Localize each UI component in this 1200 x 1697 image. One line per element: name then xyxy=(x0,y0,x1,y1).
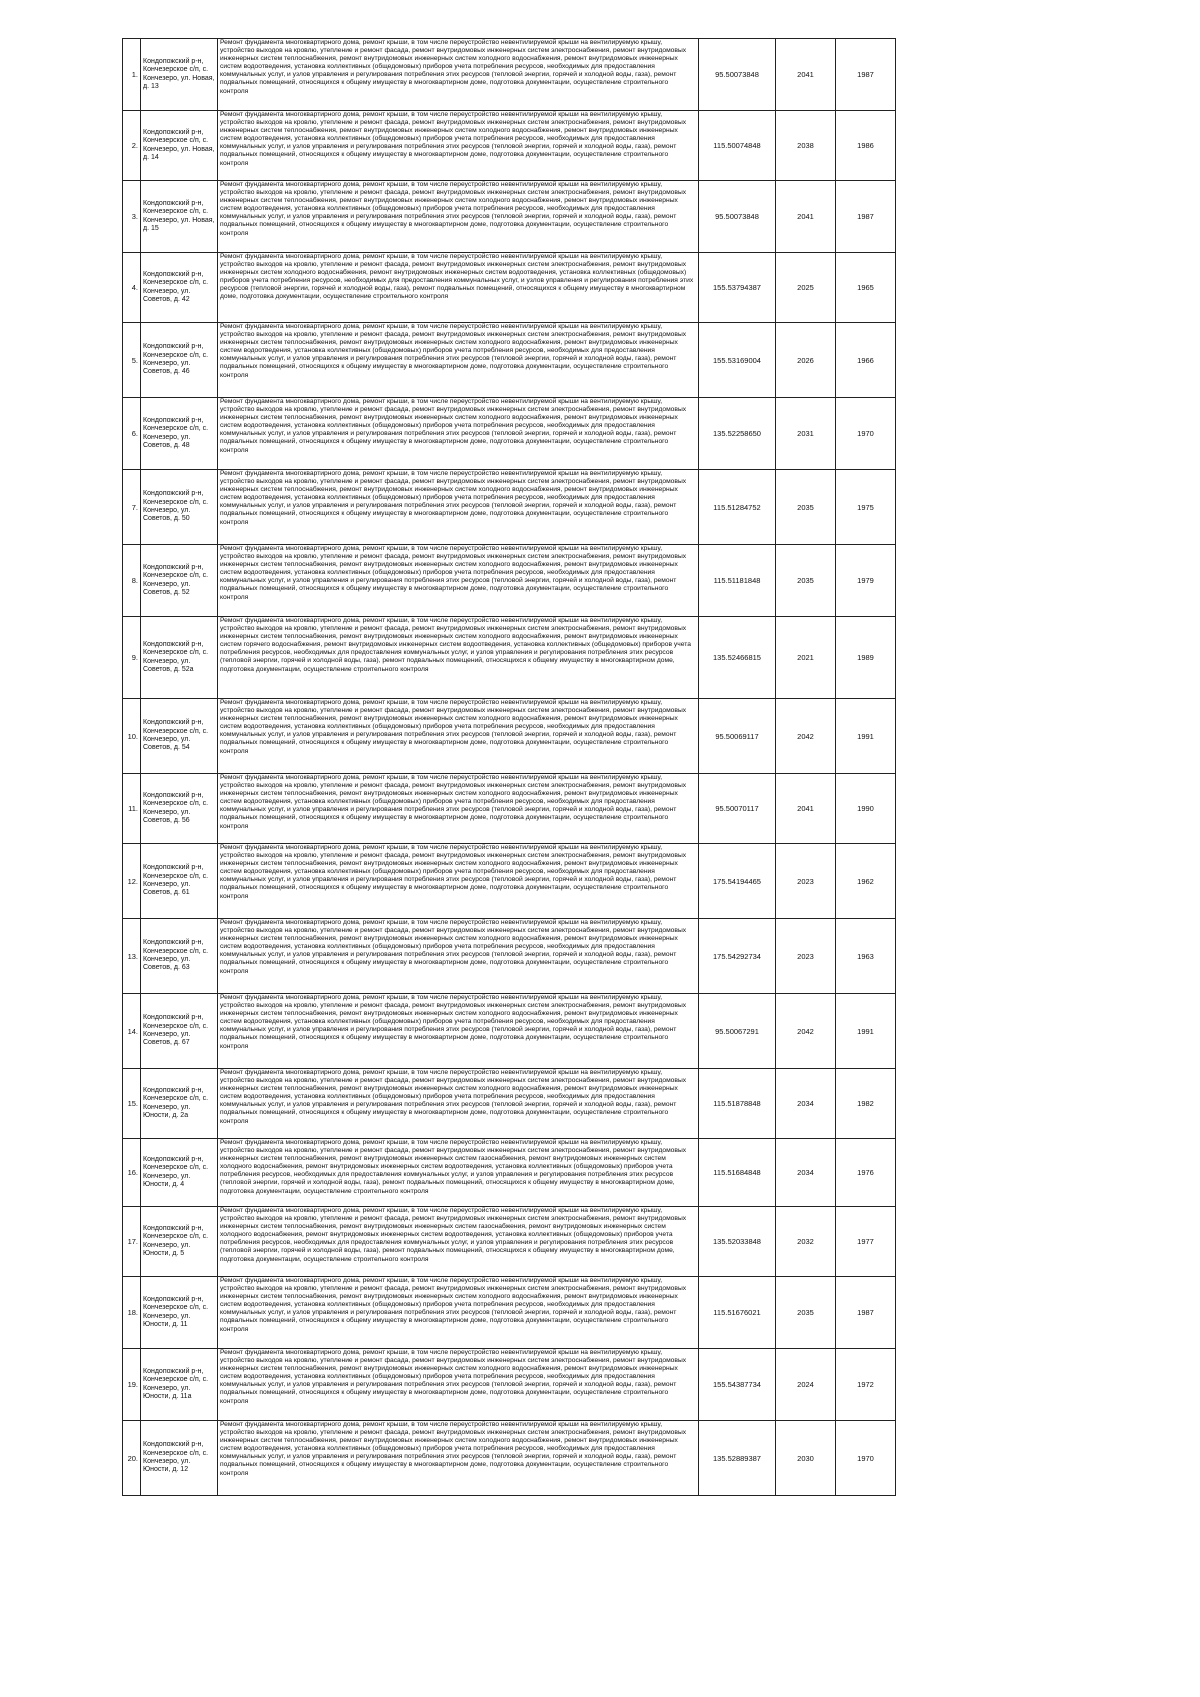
table-row xyxy=(123,470,896,545)
table-row xyxy=(123,1277,896,1349)
row-number: 3. xyxy=(123,181,141,253)
planned-year-cell: 2024 xyxy=(776,1349,836,1421)
planned-year-cell: 2034 xyxy=(776,1069,836,1139)
planned-year-cell: 2023 xyxy=(776,844,836,919)
table-row xyxy=(123,181,896,253)
address-cell: Кондопожский р-н, Кончезерское с/п, с. Кончезеро, ул. Советов, д. 42 xyxy=(141,253,218,323)
cost-cell: 95.50069117 xyxy=(699,699,776,774)
table-row xyxy=(123,699,896,774)
planned-year-cell: 2034 xyxy=(776,1139,836,1207)
row-number: 5. xyxy=(123,323,141,398)
row-number: 9. xyxy=(123,617,141,699)
row-number: 4. xyxy=(123,253,141,323)
build-year-cell: 1986 xyxy=(836,111,896,181)
works-cell: Ремонт фундамента многоквартирного дома, ремонт крыши, в том числе переустройство невентилируемой крыши на вентилируемую крышу, устройство выходов на кровлю, утепление и ремонт фасада, ремонт внутридомовых инженерных систем электроснабжения, ремонт внутридомовых инженерных систем теплоснабжения, ремонт внутридомовых инженерных систем газоснабжения, ремонт внутридомовых инженерных систем холодного водоснабжения, ремонт внутридомовых инженерных систем водоотведения, установка коллективных (общедомовых) приборов учета потребления ресурсов, необходимых для предоставления коммунальных услуг, и узлов управления и регулирования потребления этих ресурсов (тепловой энергии, горячей и холодной воды, газа), ремонт подвальных помещений, относящихся к общему имуществу в многоквартирном доме, подготовка документации, осуществление строительного контроля xyxy=(218,1207,699,1277)
cost-cell: 155.53794387 xyxy=(699,253,776,323)
address-cell: Кондопожский р-н, Кончезерское с/п, с. Кончезеро, ул. Советов, д. 46 xyxy=(141,323,218,398)
row-number: 14. xyxy=(123,994,141,1069)
address-cell: Кондопожский р-н, Кончезерское с/п, с. Кончезеро, ул. Юности, д. 11 xyxy=(141,1277,218,1349)
works-cell: Ремонт фундамента многоквартирного дома, ремонт крыши, в том числе переустройство невентилируемой крыши на вентилируемую крышу, устройство выходов на кровлю, утепление и ремонт фасада, ремонт внутридомовых инженерных систем электроснабжения, ремонт внутридомовых инженерных систем теплоснабжения, ремонт внутридомовых инженерных систем холодного водоснабжения, ремонт внутридомовых инженерных систем водоотведения, установка коллективных (общедомовых) приборов учета потребления ресурсов, необходимых для предоставления коммунальных услуг, и узлов управления и регулирования потребления этих ресурсов (тепловой энергии, горячей и холодной воды, газа), ремонт подвальных помещений, относящихся к общему имуществу в многоквартирном доме, подготовка документации, осуществление строительного контроля xyxy=(218,1277,699,1349)
planned-year-cell: 2031 xyxy=(776,398,836,470)
works-cell: Ремонт фундамента многоквартирного дома, ремонт крыши, в том числе переустройство невентилируемой крыши на вентилируемую крышу, устройство выходов на кровлю, утепление и ремонт фасада, ремонт внутридомовых инженерных систем электроснабжения, ремонт внутридомовых инженерных систем теплоснабжения, ремонт внутридомовых инженерных систем холодного водоснабжения, ремонт внутридомовых инженерных систем водоотведения, установка коллективных (общедомовых) приборов учета потребления ресурсов, необходимых для предоставления коммунальных услуг, и узлов управления и регулирования потребления этих ресурсов (тепловой энергии, горячей и холодной воды, газа), ремонт подвальных помещений, относящихся к общему имуществу в многоквартирном доме, подготовка документации, осуществление строительного контроля xyxy=(218,470,699,545)
planned-year-cell: 2035 xyxy=(776,470,836,545)
cost-cell: 135.52258650 xyxy=(699,398,776,470)
planned-year-cell: 2025 xyxy=(776,253,836,323)
build-year-cell: 1975 xyxy=(836,470,896,545)
planned-year-cell: 2026 xyxy=(776,323,836,398)
works-cell: Ремонт фундамента многоквартирного дома, ремонт крыши, в том числе переустройство невентилируемой крыши на вентилируемую крышу, устройство выходов на кровлю, утепление и ремонт фасада, ремонт внутридомовых инженерных систем электроснабжения, ремонт внутридомовых инженерных систем теплоснабжения, ремонт внутридомовых инженерных систем холодного водоснабжения, ремонт внутридомовых инженерных систем водоотведения, установка коллективных (общедомовых) приборов учета потребления ресурсов, необходимых для предоставления коммунальных услуг, и узлов управления и регулирования потребления этих ресурсов (тепловой энергии, горячей и холодной воды, газа), ремонт подвальных помещений, относящихся к общему имуществу в многоквартирном доме, подготовка документации, осуществление строительного контроля xyxy=(218,545,699,617)
table-row xyxy=(123,1139,896,1207)
planned-year-cell: 2041 xyxy=(776,774,836,844)
planned-year-cell: 2032 xyxy=(776,1207,836,1277)
works-cell: Ремонт фундамента многоквартирного дома, ремонт крыши, в том числе переустройство невентилируемой крыши на вентилируемую крышу, устройство выходов на кровлю, утепление и ремонт фасада, ремонт внутридомовых инженерных систем электроснабжения, ремонт внутридомовых инженерных систем теплоснабжения, ремонт внутридомовых инженерных систем холодного водоснабжения, ремонт внутридомовых инженерных систем водоотведения, установка коллективных (общедомовых) приборов учета потребления ресурсов, необходимых для предоставления коммунальных услуг, и узлов управления и регулирования потребления этих ресурсов (тепловой энергии, горячей и холодной воды, газа), ремонт подвальных помещений, относящихся к общему имуществу в многоквартирном доме, подготовка документации, осуществление строительного контроля xyxy=(218,1421,699,1496)
cost-cell: 95.50070117 xyxy=(699,774,776,844)
works-cell: Ремонт фундамента многоквартирного дома, ремонт крыши, в том числе переустройство невентилируемой крыши на вентилируемую крышу, устройство выходов на кровлю, утепление и ремонт фасада, ремонт внутридомовых инженерных систем электроснабжения, ремонт внутридомовых инженерных систем теплоснабжения, ремонт внутридомовых инженерных систем холодного водоснабжения, ремонт внутридомовых инженерных систем водоотведения, установка коллективных (общедомовых) приборов учета потребления ресурсов, необходимых для предоставления коммунальных услуг, и узлов управления и регулирования потребления этих ресурсов (тепловой энергии, горячей и холодной воды, газа), ремонт подвальных помещений, относящихся к общему имуществу в многоквартирном доме, подготовка документации, осуществление строительного контроля xyxy=(218,1349,699,1421)
address-cell: Кондопожский р-н, Кончезерское с/п, с. Кончезеро, ул. Советов, д. 61 xyxy=(141,844,218,919)
row-number: 7. xyxy=(123,470,141,545)
build-year-cell: 1979 xyxy=(836,545,896,617)
row-number: 10. xyxy=(123,699,141,774)
build-year-cell: 1977 xyxy=(836,1207,896,1277)
address-cell: Кондопожский р-н, Кончезерское с/п, с. Кончезеро, ул. Советов, д. 50 xyxy=(141,470,218,545)
cost-cell: 135.52466815 xyxy=(699,617,776,699)
works-cell: Ремонт фундамента многоквартирного дома, ремонт крыши, в том числе переустройство невентилируемой крыши на вентилируемую крышу, устройство выходов на кровлю, утепление и ремонт фасада, ремонт внутридомовых инженерных систем электроснабжения, ремонт внутридомовых инженерных систем теплоснабжения, ремонт внутридомовых инженерных систем холодного водоснабжения, ремонт внутридомовых инженерных систем водоотведения, установка коллективных (общедомовых) приборов учета потребления ресурсов, необходимых для предоставления коммунальных услуг, и узлов управления и регулирования потребления этих ресурсов (тепловой энергии, горячей и холодной воды, газа), ремонт подвальных помещений, относящихся к общему имуществу в многоквартирном доме, подготовка документации, осуществление строительного контроля xyxy=(218,699,699,774)
build-year-cell: 1987 xyxy=(836,39,896,111)
build-year-cell: 1970 xyxy=(836,1421,896,1496)
table-row xyxy=(123,545,896,617)
table-row xyxy=(123,1421,896,1496)
address-cell: Кондопожский р-н, Кончезерское с/п, с. Кончезеро, ул. Советов, д. 52 xyxy=(141,545,218,617)
address-cell: Кондопожский р-н, Кончезерское с/п, с. Кончезеро, ул. Юности, д. 11а xyxy=(141,1349,218,1421)
cost-cell: 155.54387734 xyxy=(699,1349,776,1421)
works-cell: Ремонт фундамента многоквартирного дома, ремонт крыши, в том числе переустройство невентилируемой крыши на вентилируемую крышу, устройство выходов на кровлю, утепление и ремонт фасада, ремонт внутридомовых инженерных систем электроснабжения, ремонт внутридомовых инженерных систем холодного водоснабжения, ремонт внутридомовых инженерных систем водоотведения, установка коллективных (общедомовых) приборов учета потребления ресурсов, необходимых для предоставления коммунальных услуг, и узлов управления и регулирования потребления этих ресурсов (тепловой энергии, горячей и холодной воды, газа), ремонт подвальных помещений, относящихся к общему имуществу в многоквартирном доме, подготовка документации, осуществление строительного контроля xyxy=(218,253,699,323)
works-cell: Ремонт фундамента многоквартирного дома, ремонт крыши, в том числе переустройство невентилируемой крыши на вентилируемую крышу, устройство выходов на кровлю, утепление и ремонт фасада, ремонт внутридомовых инженерных систем электроснабжения, ремонт внутридомовых инженерных систем теплоснабжения, ремонт внутридомовых инженерных систем холодного водоснабжения, ремонт внутридомовых инженерных систем водоотведения, установка коллективных (общедомовых) приборов учета потребления ресурсов, необходимых для предоставления коммунальных услуг, и узлов управления и регулирования потребления этих ресурсов (тепловой энергии, горячей и холодной воды, газа), ремонт подвальных помещений, относящихся к общему имуществу в многоквартирном доме, подготовка документации, осуществление строительного контроля xyxy=(218,774,699,844)
address-cell: Кондопожский р-н, Кончезерское с/п, с. Кончезеро, ул. Советов, д. 54 xyxy=(141,699,218,774)
address-cell: Кондопожский р-н, Кончезерское с/п, с. Кончезеро, ул. Новая, д. 14 xyxy=(141,111,218,181)
planned-year-cell: 2023 xyxy=(776,919,836,994)
row-number: 15. xyxy=(123,1069,141,1139)
build-year-cell: 1963 xyxy=(836,919,896,994)
planned-year-cell: 2038 xyxy=(776,111,836,181)
planned-year-cell: 2042 xyxy=(776,994,836,1069)
cost-cell: 115.51878848 xyxy=(699,1069,776,1139)
cost-cell: 175.54194465 xyxy=(699,844,776,919)
row-number: 1. xyxy=(123,39,141,111)
planned-year-cell: 2042 xyxy=(776,699,836,774)
cost-cell: 95.50073848 xyxy=(699,181,776,253)
planned-year-cell: 2021 xyxy=(776,617,836,699)
works-cell: Ремонт фундамента многоквартирного дома, ремонт крыши, в том числе переустройство невентилируемой крыши на вентилируемую крышу, устройство выходов на кровлю, утепление и ремонт фасада, ремонт внутридомовых инженерных систем электроснабжения, ремонт внутридомовых инженерных систем теплоснабжения, ремонт внутридомовых инженерных систем холодного водоснабжения, ремонт внутридомовых инженерных систем водоотведения, установка коллективных (общедомовых) приборов учета потребления ресурсов, необходимых для предоставления коммунальных услуг, и узлов управления и регулирования потребления этих ресурсов (тепловой энергии, горячей и холодной воды, газа), ремонт подвальных помещений, относящихся к общему имуществу в многоквартирном доме, подготовка документации, осуществление строительного контроля xyxy=(218,111,699,181)
build-year-cell: 1965 xyxy=(836,253,896,323)
build-year-cell: 1991 xyxy=(836,994,896,1069)
cost-cell: 95.50073848 xyxy=(699,39,776,111)
cost-cell: 115.51284752 xyxy=(699,470,776,545)
cost-cell: 135.52889387 xyxy=(699,1421,776,1496)
row-number: 2. xyxy=(123,111,141,181)
table-row xyxy=(123,774,896,844)
row-number: 12. xyxy=(123,844,141,919)
address-cell: Кондопожский р-н, Кончезерское с/п, с. Кончезеро, ул. Советов, д. 52а xyxy=(141,617,218,699)
row-number: 17. xyxy=(123,1207,141,1277)
table-row xyxy=(123,1069,896,1139)
cost-cell: 155.53169004 xyxy=(699,323,776,398)
build-year-cell: 1966 xyxy=(836,323,896,398)
cost-cell: 95.50067291 xyxy=(699,994,776,1069)
address-cell: Кондопожский р-н, Кончезерское с/п, с. Кончезеро, ул. Новая, д. 13 xyxy=(141,39,218,111)
build-year-cell: 1962 xyxy=(836,844,896,919)
table-row xyxy=(123,617,896,699)
address-cell: Кондопожский р-н, Кончезерское с/п, с. Кончезеро, ул. Советов, д. 67 xyxy=(141,994,218,1069)
address-cell: Кондопожский р-н, Кончезерское с/п, с. Кончезеро, ул. Советов, д. 63 xyxy=(141,919,218,994)
table-row xyxy=(123,1349,896,1421)
works-cell: Ремонт фундамента многоквартирного дома, ремонт крыши, в том числе переустройство невентилируемой крыши на вентилируемую крышу, устройство выходов на кровлю, утепление и ремонт фасада, ремонт внутридомовых инженерных систем электроснабжения, ремонт внутридомовых инженерных систем теплоснабжения, ремонт внутридомовых инженерных систем холодного водоснабжения, ремонт внутридомовых инженерных систем водоотведения, установка коллективных (общедомовых) приборов учета потребления ресурсов, необходимых для предоставления коммунальных услуг, и узлов управления и регулирования потребления этих ресурсов (тепловой энергии, горячей и холодной воды, газа), ремонт подвальных помещений, относящихся к общему имуществу в многоквартирном доме, подготовка документации, осуществление строительного контроля xyxy=(218,39,699,111)
build-year-cell: 1970 xyxy=(836,398,896,470)
row-number: 11. xyxy=(123,774,141,844)
build-year-cell: 1976 xyxy=(836,1139,896,1207)
works-cell: Ремонт фундамента многоквартирного дома, ремонт крыши, в том числе переустройство невентилируемой крыши на вентилируемую крышу, устройство выходов на кровлю, утепление и ремонт фасада, ремонт внутридомовых инженерных систем электроснабжения, ремонт внутридомовых инженерных систем теплоснабжения, ремонт внутридомовых инженерных систем холодного водоснабжения, ремонт внутридомовых инженерных систем водоотведения, установка коллективных (общедомовых) приборов учета потребления ресурсов, необходимых для предоставления коммунальных услуг, и узлов управления и регулирования потребления этих ресурсов (тепловой энергии, горячей и холодной воды, газа), ремонт подвальных помещений, относящихся к общему имуществу в многоквартирном доме, подготовка документации, осуществление строительного контроля xyxy=(218,1069,699,1139)
planned-year-cell: 2035 xyxy=(776,1277,836,1349)
works-cell: Ремонт фундамента многоквартирного дома, ремонт крыши, в том числе переустройство невентилируемой крыши на вентилируемую крышу, устройство выходов на кровлю, утепление и ремонт фасада, ремонт внутридомовых инженерных систем электроснабжения, ремонт внутридомовых инженерных систем теплоснабжения, ремонт внутридомовых инженерных систем холодного водоснабжения, ремонт внутридомовых инженерных систем водоотведения, установка коллективных (общедомовых) приборов учета потребления ресурсов, необходимых для предоставления коммунальных услуг, и узлов управления и регулирования потребления этих ресурсов (тепловой энергии, горячей и холодной воды, газа), ремонт подвальных помещений, относящихся к общему имуществу в многоквартирном доме, подготовка документации, осуществление строительного контроля xyxy=(218,994,699,1069)
table-row xyxy=(123,844,896,919)
cost-cell: 115.51684848 xyxy=(699,1139,776,1207)
row-number: 16. xyxy=(123,1139,141,1207)
table-row xyxy=(123,323,896,398)
row-number: 20. xyxy=(123,1421,141,1496)
table-row xyxy=(123,398,896,470)
build-year-cell: 1991 xyxy=(836,699,896,774)
build-year-cell: 1987 xyxy=(836,1277,896,1349)
planned-year-cell: 2030 xyxy=(776,1421,836,1496)
row-number: 18. xyxy=(123,1277,141,1349)
table-row xyxy=(123,39,896,111)
address-cell: Кондопожский р-н, Кончезерское с/п, с. Кончезеро, ул. Новая, д. 15 xyxy=(141,181,218,253)
cost-cell: 175.54292734 xyxy=(699,919,776,994)
table-row xyxy=(123,111,896,181)
table-row xyxy=(123,919,896,994)
cost-cell: 115.50074848 xyxy=(699,111,776,181)
address-cell: Кондопожский р-н, Кончезерское с/п, с. Кончезеро, ул. Юности, д. 2а xyxy=(141,1069,218,1139)
build-year-cell: 1987 xyxy=(836,181,896,253)
works-cell: Ремонт фундамента многоквартирного дома, ремонт крыши, в том числе переустройство невентилируемой крыши на вентилируемую крышу, устройство выходов на кровлю, утепление и ремонт фасада, ремонт внутридомовых инженерных систем электроснабжения, ремонт внутридомовых инженерных систем теплоснабжения, ремонт внутридомовых инженерных систем холодного водоснабжения, ремонт внутридомовых инженерных систем водоотведения, установка коллективных (общедомовых) приборов учета потребления ресурсов, необходимых для предоставления коммунальных услуг, и узлов управления и регулирования потребления этих ресурсов (тепловой энергии, горячей и холодной воды, газа), ремонт подвальных помещений, относящихся к общему имуществу в многоквартирном доме, подготовка документации, осуществление строительного контроля xyxy=(218,323,699,398)
works-cell: Ремонт фундамента многоквартирного дома, ремонт крыши, в том числе переустройство невентилируемой крыши на вентилируемую крышу, устройство выходов на кровлю, утепление и ремонт фасада, ремонт внутридомовых инженерных систем электроснабжения, ремонт внутридомовых инженерных систем теплоснабжения, ремонт внутридомовых инженерных систем холодного водоснабжения, ремонт внутридомовых инженерных систем водоотведения, установка коллективных (общедомовых) приборов учета потребления ресурсов, необходимых для предоставления коммунальных услуг, и узлов управления и регулирования потребления этих ресурсов (тепловой энергии, горячей и холодной воды, газа), ремонт подвальных помещений, относящихся к общему имуществу в многоквартирном доме, подготовка документации, осуществление строительного контроля xyxy=(218,919,699,994)
planned-year-cell: 2041 xyxy=(776,181,836,253)
build-year-cell: 1982 xyxy=(836,1069,896,1139)
row-number: 8. xyxy=(123,545,141,617)
cost-cell: 135.52033848 xyxy=(699,1207,776,1277)
build-year-cell: 1989 xyxy=(836,617,896,699)
works-cell: Ремонт фундамента многоквартирного дома, ремонт крыши, в том числе переустройство невентилируемой крыши на вентилируемую крышу, устройство выходов на кровлю, утепление и ремонт фасада, ремонт внутридомовых инженерных систем электроснабжения, ремонт внутридомовых инженерных систем теплоснабжения, ремонт внутридомовых инженерных систем холодного водоснабжения, ремонт внутридомовых инженерных систем водоотведения, установка коллективных (общедомовых) приборов учета потребления ресурсов, необходимых для предоставления коммунальных услуг, и узлов управления и регулирования потребления этих ресурсов (тепловой энергии, горячей и холодной воды, газа), ремонт подвальных помещений, относящихся к общему имуществу в многоквартирном доме, подготовка документации, осуществление строительного контроля xyxy=(218,181,699,253)
planned-year-cell: 2041 xyxy=(776,39,836,111)
address-cell: Кондопожский р-н, Кончезерское с/п, с. Кончезеро, ул. Юности, д. 5 xyxy=(141,1207,218,1277)
works-cell: Ремонт фундамента многоквартирного дома, ремонт крыши, в том числе переустройство невентилируемой крыши на вентилируемую крышу, устройство выходов на кровлю, утепление и ремонт фасада, ремонт внутридомовых инженерных систем электроснабжения, ремонт внутридомовых инженерных систем теплоснабжения, ремонт внутридомовых инженерных систем холодного водоснабжения, ремонт внутридомовых инженерных систем водоотведения, установка коллективных (общедомовых) приборов учета потребления ресурсов, необходимых для предоставления коммунальных услуг, и узлов управления и регулирования потребления этих ресурсов (тепловой энергии, горячей и холодной воды, газа), ремонт подвальных помещений, относящихся к общему имуществу в многоквартирном доме, подготовка документации, осуществление строительного контроля xyxy=(218,398,699,470)
works-cell: Ремонт фундамента многоквартирного дома, ремонт крыши, в том числе переустройство невентилируемой крыши на вентилируемую крышу, устройство выходов на кровлю, утепление и ремонт фасада, ремонт внутридомовых инженерных систем электроснабжения, ремонт внутридомовых инженерных систем теплоснабжения, ремонт внутридомовых инженерных систем холодного водоснабжения, ремонт внутридомовых инженерных систем водоотведения, установка коллективных (общедомовых) приборов учета потребления ресурсов, необходимых для предоставления коммунальных услуг, и узлов управления и регулирования потребления этих ресурсов (тепловой энергии, горячей и холодной воды, газа), ремонт подвальных помещений, относящихся к общему имуществу в многоквартирном доме, подготовка документации, осуществление строительного контроля xyxy=(218,844,699,919)
build-year-cell: 1990 xyxy=(836,774,896,844)
planned-year-cell: 2035 xyxy=(776,545,836,617)
cost-cell: 115.51181848 xyxy=(699,545,776,617)
build-year-cell: 1972 xyxy=(836,1349,896,1421)
row-number: 6. xyxy=(123,398,141,470)
address-cell: Кондопожский р-н, Кончезерское с/п, с. Кончезеро, ул. Юности, д. 4 xyxy=(141,1139,218,1207)
table-body xyxy=(123,39,896,1496)
table-row xyxy=(123,253,896,323)
address-cell: Кондопожский р-н, Кончезерское с/п, с. Кончезеро, ул. Советов, д. 48 xyxy=(141,398,218,470)
cost-cell: 115.51676021 xyxy=(699,1277,776,1349)
capital-repair-table xyxy=(122,38,896,1496)
row-number: 13. xyxy=(123,919,141,994)
works-cell: Ремонт фундамента многоквартирного дома, ремонт крыши, в том числе переустройство невентилируемой крыши на вентилируемую крышу, устройство выходов на кровлю, утепление и ремонт фасада, ремонт внутридомовых инженерных систем электроснабжения, ремонт внутридомовых инженерных систем теплоснабжения, ремонт внутридомовых инженерных систем газоснабжения, ремонт внутридомовых инженерных систем холодного водоснабжения, ремонт внутридомовых инженерных систем водоотведения, установка коллективных (общедомовых) приборов учета потребления ресурсов, необходимых для предоставления коммунальных услуг, и узлов управления и регулирования потребления этих ресурсов (тепловой энергии, горячей и холодной воды, газа), ремонт подвальных помещений, относящихся к общему имуществу в многоквартирном доме, подготовка документации, осуществление строительного контроля xyxy=(218,1139,699,1207)
row-number: 19. xyxy=(123,1349,141,1421)
works-cell: Ремонт фундамента многоквартирного дома, ремонт крыши, в том числе переустройство невентилируемой крыши на вентилируемую крышу, устройство выходов на кровлю, утепление и ремонт фасада, ремонт внутридомовых инженерных систем электроснабжения, ремонт внутридомовых инженерных систем теплоснабжения, ремонт внутридомовых инженерных систем холодного водоснабжения, ремонт внутридомовых инженерных систем горячего водоснабжения, ремонт внутридомовых инженерных систем водоотведения, установка коллективных (общедомовых) приборов учета потребления ресурсов, необходимых для предоставления коммунальных услуг, и узлов управления и регулирования потребления этих ресурсов (тепловой энергии, горячей и холодной воды, газа), ремонт подвальных помещений, относящихся к общему имуществу в многоквартирном доме, подготовка документации, осуществление строительного контроля xyxy=(218,617,699,699)
table-row xyxy=(123,1207,896,1277)
address-cell: Кондопожский р-н, Кончезерское с/п, с. Кончезеро, ул. Советов, д. 56 xyxy=(141,774,218,844)
address-cell: Кондопожский р-н, Кончезерское с/п, с. Кончезеро, ул. Юности, д. 12 xyxy=(141,1421,218,1496)
table-row xyxy=(123,994,896,1069)
